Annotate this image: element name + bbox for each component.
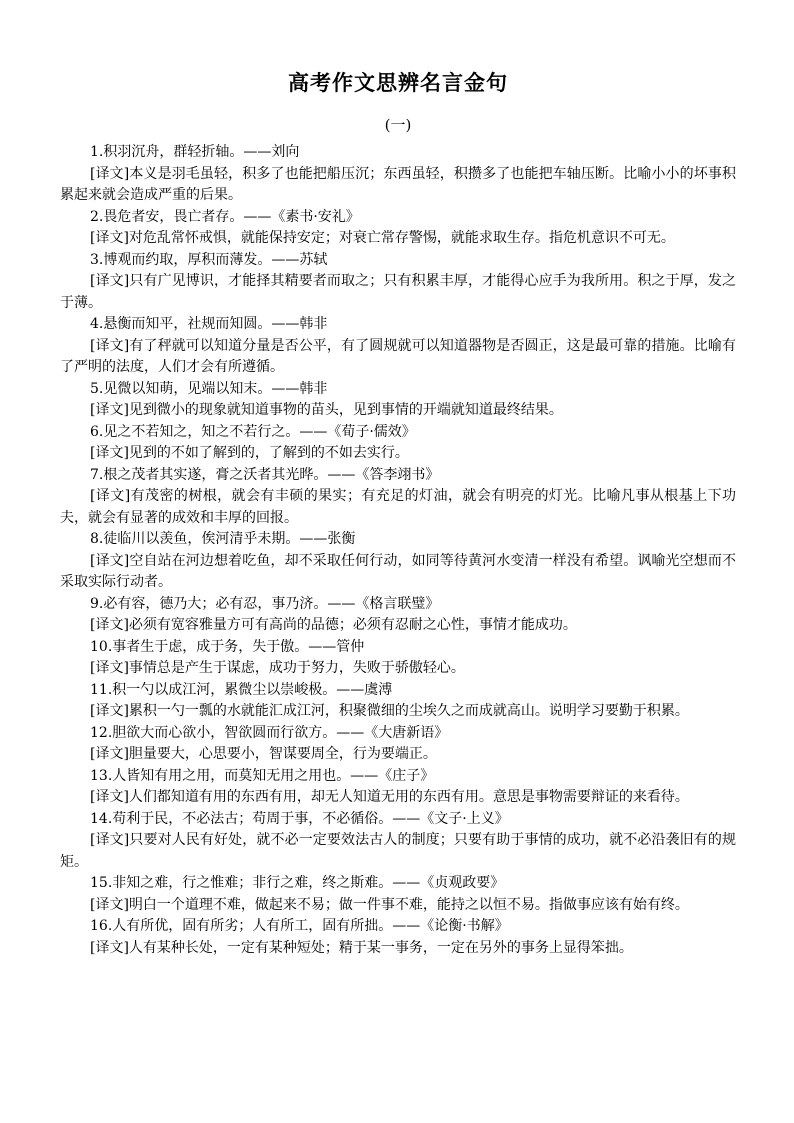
document-title: 高考作文思辨名言金句 xyxy=(288,71,508,95)
quote-line: 15.非知之难，行之惟难；非行之难，终之斯难。——《贞观政要》 xyxy=(90,875,505,891)
translation-paragraph: [译文]本义是羽毛虽轻，积多了也能把船压沉；东西虽轻，积攒多了也能把车轴压断。比喻小小的坏事积累起来就会造成严重的后果。 xyxy=(60,165,736,203)
translation-paragraph: [译文]事情总是产生于谋虑，成功于努力，失败于骄傲轻心。 xyxy=(90,660,465,676)
quote-line: 1.积羽沉舟，群轻折轴。——刘向 xyxy=(90,144,300,160)
quote-line: 7.根之茂者其实遂，膏之沃者其光晔。——《答李翊书》 xyxy=(90,466,440,483)
quote-line: 4.悬衡而知平，社规而知圆。——韩非 xyxy=(90,316,328,332)
quote-line: 6.见之不若知之，知之不若行之。——《荀子·儒效》 xyxy=(90,423,416,440)
quote-list xyxy=(60,142,736,959)
quote-line: 12.胆欲大而心欲小，智欲圆而行欲方。——《大唐新语》 xyxy=(90,724,449,741)
quote-line: 10.事者生于虑，成于务，失于傲。——管仲 xyxy=(90,638,365,655)
translation-paragraph: [译文]空自站在河边想着吃鱼，却不采取任何行动，如同等待黄河水变清一样没有希望。讽喻光空想而不采取实际行动者。 xyxy=(60,552,736,590)
quote-line: 13.人皆知有用之用，而莫知无用之用也。——《庄子》 xyxy=(90,767,435,784)
translation-paragraph: [译文]见到的不如了解到的，了解到的不如去实行。 xyxy=(90,445,409,461)
translation-paragraph: [译文]只有广见博识，才能择其精要者而取之；只有积累丰厚，才能得心应手为我所用。积之于厚，发之于薄。 xyxy=(60,273,736,311)
translation-paragraph: [译文]必须有宽容雅量方可有高尚的品德；必须有忍耐之心性，事情才能成功。 xyxy=(90,617,577,633)
translation-paragraph: [译文]有茂密的树根，就会有丰硕的果实；有充足的灯油，就会有明亮的灯光。比喻凡事从根基上下功夫，就会有显著的成效和丰厚的回报。 xyxy=(60,488,736,526)
quote-line: 9.必有容，德乃大；必有忍，事乃济。——《格言联璧》 xyxy=(90,595,440,612)
quote-line: 8.徒临川以羡鱼，俟河清乎未期。——张衡 xyxy=(90,531,356,547)
quote-line: 3.博观而约取，厚积而薄发。——苏轼 xyxy=(90,251,328,268)
translation-paragraph: [译文]见到微小的现象就知道事物的苗头，见到事情的开端就知道最终结果。 xyxy=(90,402,563,418)
translation-paragraph: [译文]人有某种长处，一定有某种短处；精于某一事务，一定在另外的事务上显得笨拙。 xyxy=(90,939,633,956)
translation-paragraph: [译文]有了秤就可以知道分量是否公平，有了圆规就可以知道器物是否圆正，这是最可靠的措施。比喻有了严明的法度，人们才会有所遵循。 xyxy=(60,337,736,375)
translation-paragraph: [译文]对危乱常怀戒惧，就能保持安定；对衰亡常存警惕，就能求取生存。指危机意识不可无。 xyxy=(90,230,675,246)
quote-line: 14.苟利于民，不必法古；苟周于事，不必循俗。——《文子·上义》 xyxy=(90,810,509,827)
quote-line: 2.畏危者安，畏亡者存。——《素书·安礼》 xyxy=(90,208,360,225)
translation-paragraph: [译文]胆量要大，心思要小，智谋要周全，行为要端正。 xyxy=(90,746,437,762)
translation-paragraph: [译文]人们都知道有用的东西有用，却无人知道无用的东西有用。意思是事物需要辩证的来看待。 xyxy=(90,789,689,805)
quote-line: 11.积一勺以成江河，累微尘以崇峻极。——虞溥 xyxy=(90,681,393,698)
translation-paragraph: [译文]只要对人民有好处，就不必一定要效法古人的制度；只要有助于事情的成功，就不必沿袭旧有的规矩。 xyxy=(60,832,736,870)
translation-paragraph: [译文]明白一个道理不难，做起来不易；做一件事不难，能持之以恒不易。指做事应该有始有终。 xyxy=(90,896,689,913)
quote-line: 5.见微以知萌，见端以知末。——韩非 xyxy=(90,380,328,397)
translation-paragraph: [译文]累积一勺一瓢的水就能汇成江河，积聚微细的尘埃久之而成就高山。说明学习要勤于积累。 xyxy=(90,703,689,719)
document-page xyxy=(60,68,736,959)
quote-line: 16.人有所优，固有所劣；人有所工，固有所拙。——《论衡·书解》 xyxy=(90,918,509,934)
section-subtitle: (一) xyxy=(384,116,412,134)
